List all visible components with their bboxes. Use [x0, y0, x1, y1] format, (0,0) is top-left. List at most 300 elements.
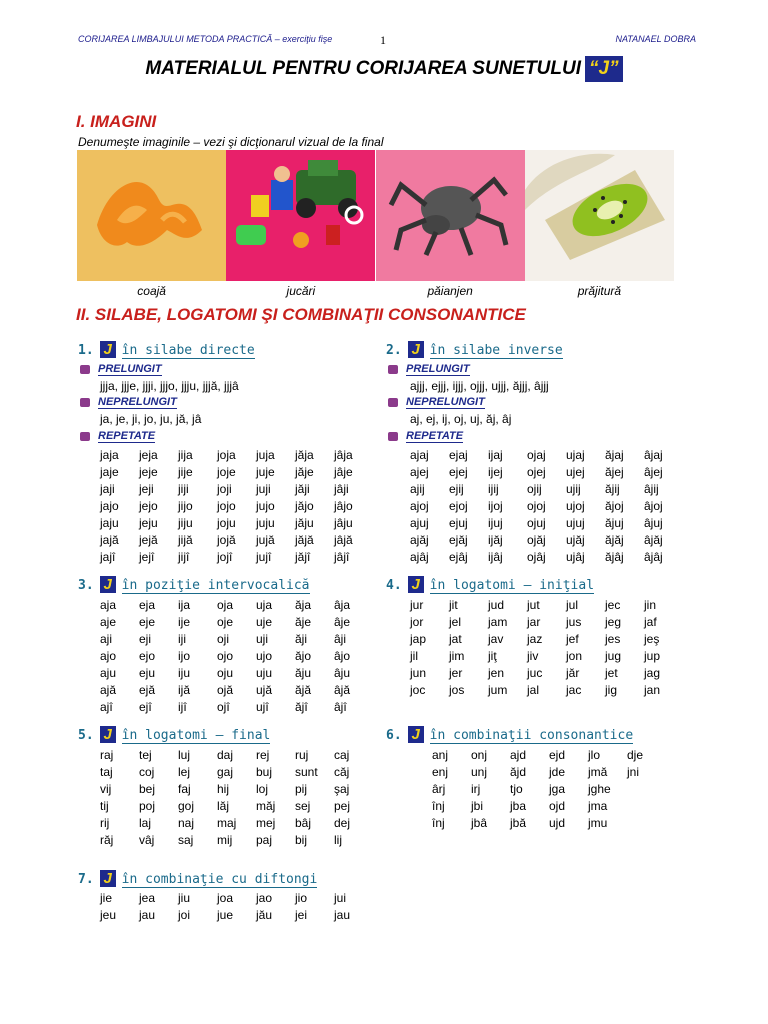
table-row: [100, 889, 373, 906]
grid-cell: ruj: [295, 747, 309, 762]
grid-cell: ijaj: [488, 447, 503, 462]
subsection-4-heading: [386, 576, 594, 593]
grid-cell: jeja: [139, 447, 158, 462]
grid-cell: jer: [449, 665, 463, 680]
grid-cell: vâj: [139, 832, 155, 847]
grid-cell: jau: [139, 907, 156, 922]
grid-cell: jup: [644, 648, 661, 663]
grid-cell: jbă: [510, 815, 527, 830]
grid-cell: eje: [139, 614, 156, 629]
grid-cell: aju: [100, 665, 117, 680]
grid-silabe-directe: [100, 446, 373, 565]
grid-cell: âjâj: [644, 549, 663, 564]
grid-cell: jâjă: [334, 532, 353, 547]
grid-cell: jga: [549, 781, 566, 796]
grid-cell: jăja: [295, 447, 314, 462]
table-row: [100, 548, 373, 565]
table-row: [410, 613, 683, 630]
grid-cell: jim: [449, 648, 465, 663]
grid-cell: ijij: [488, 481, 499, 496]
grid-cell: joju: [217, 515, 236, 530]
caption-jucari: jucări: [286, 284, 316, 298]
grid-cell: âjăj: [644, 532, 663, 547]
grid-cell: ăju: [295, 665, 312, 680]
grid-cell: vij: [100, 781, 112, 796]
table-row: [410, 531, 683, 548]
hand-icon: [80, 398, 90, 407]
grid-cell: pej: [334, 798, 351, 813]
grid-cell: ajuj: [410, 515, 429, 530]
label-repetate: REPETATE: [80, 430, 155, 442]
subsection-number: 1.: [78, 343, 94, 358]
grid-cell: jao: [256, 890, 273, 905]
grid-cell: uji: [256, 631, 269, 646]
table-row: [100, 906, 373, 923]
grid-cell: joji: [217, 481, 232, 496]
subsection-label: în silabe directe: [121, 343, 255, 358]
grid-cell: sej: [295, 798, 311, 813]
table-row: [410, 480, 683, 497]
table-row: [100, 596, 373, 613]
table-row: [432, 780, 666, 797]
image-captions: [77, 284, 674, 298]
j-badge: J: [100, 870, 116, 887]
grid-cell: [627, 797, 666, 814]
grid-cell: jlo: [588, 747, 601, 762]
j-badge: J: [100, 576, 116, 593]
grid-cell: eju: [139, 665, 156, 680]
grid-cell: ăje: [295, 614, 312, 629]
subsection-label: în poziţie intervocalică: [121, 578, 310, 593]
j-badge: J: [100, 341, 116, 358]
grid-cell: jul: [566, 597, 579, 612]
page-title: [0, 56, 768, 82]
grid-cell: jajo: [100, 498, 119, 513]
grid-cell: jud: [488, 597, 505, 612]
grid-cell: jăjî: [295, 549, 311, 564]
table-row: [410, 664, 683, 681]
grid-cell: âjaj: [644, 447, 663, 462]
grid-cell: âjuj: [644, 515, 663, 530]
grid-cell: uja: [256, 597, 273, 612]
grid-cell: jău: [256, 907, 273, 922]
subsection-3-heading: [78, 576, 310, 593]
neprelungit-line: ja, je, ji, jo, ju, jă, jâ: [100, 412, 202, 426]
grid-cell: loj: [256, 781, 269, 796]
grid-intervocalica: [100, 596, 373, 715]
grid-cell: ojaj: [527, 447, 546, 462]
grid-cell: jmă: [588, 764, 608, 779]
table-row: [410, 548, 683, 565]
subsection-7-heading: [78, 870, 317, 887]
grid-cell: jag: [644, 665, 661, 680]
grid-cell: juji: [256, 481, 271, 496]
grid-cell: jâji: [334, 481, 349, 496]
grid-cell: jen: [488, 665, 505, 680]
table-row: [410, 681, 683, 698]
grid-cell: jăjă: [295, 532, 314, 547]
grid-cell: goj: [178, 798, 195, 813]
j-badge: J: [408, 341, 424, 358]
table-row: [100, 531, 373, 548]
grid-cell: âjî: [334, 699, 347, 714]
grid-cell: jef: [566, 631, 579, 646]
grid-cell: jija: [178, 447, 193, 462]
grid-cell: jut: [527, 597, 540, 612]
grid-cell: jap: [410, 631, 427, 646]
grid-cell: jăju: [295, 515, 314, 530]
grid-cell: jaje: [100, 464, 119, 479]
subsection-label: în silabe inverse: [429, 343, 563, 358]
grid-cell: âja: [334, 597, 351, 612]
table-row: [432, 814, 666, 831]
neprelungit-line: aj, ej, ij, oj, uj, ăj, âj: [410, 412, 512, 426]
grid-cell: ijăj: [488, 532, 503, 547]
grid-cell: ăjd: [510, 764, 527, 779]
image-strip: [77, 150, 674, 281]
grid-cell: poj: [139, 798, 156, 813]
grid-cell: laj: [139, 815, 152, 830]
grid-cell: jui: [334, 890, 347, 905]
grid-cell: jba: [510, 798, 527, 813]
grid-cell: jejî: [139, 549, 155, 564]
grid-cell: paj: [256, 832, 273, 847]
grid-cell: jel: [449, 614, 462, 629]
grid-cell: aje: [100, 614, 117, 629]
grid-cell: jijo: [178, 498, 193, 513]
grid-cell: jiju: [178, 515, 193, 530]
hand-icon: [388, 432, 398, 441]
grid-cell: ăjăj: [605, 532, 624, 547]
grid-cell: jaz: [527, 631, 543, 646]
grid-cell: ijî: [178, 699, 187, 714]
grid-cell: jes: [605, 631, 621, 646]
subsection-number: 4.: [386, 578, 402, 593]
grid-cell: lăj: [217, 798, 230, 813]
caption-coaja: coajă: [137, 284, 166, 298]
grid-cell: ojej: [527, 464, 546, 479]
grid-cell: âjoj: [644, 498, 663, 513]
grid-cell: jeji: [139, 481, 154, 496]
grid-cell: buj: [256, 764, 273, 779]
grid-cell: enj: [432, 764, 449, 779]
grid-cell: mij: [217, 832, 233, 847]
grid-cell: jojo: [217, 498, 236, 513]
header-right: NATANAEL DOBRA: [615, 34, 696, 44]
grid-cell: jie: [100, 890, 113, 905]
subsection-number: 6.: [386, 728, 402, 743]
subsection-label: în combinaţie cu diftongi: [121, 872, 318, 887]
grid-cell: jde: [549, 764, 566, 779]
section-1-intro: Denumeşte imaginile – vezi şi dicţionarul vizual de la final: [78, 135, 384, 149]
grid-cell: maj: [217, 815, 237, 830]
grid-cell: ejuj: [449, 515, 468, 530]
grid-cell: luj: [178, 747, 191, 762]
header-left: CORIJAREA LIMBAJULUI METODA PRACTICĂ – exerciţiu fişe: [78, 34, 333, 44]
grid-cell: iji: [178, 631, 186, 646]
grid-cell: jil: [410, 648, 418, 663]
grid-cell: ajâj: [410, 549, 429, 564]
grid-cell: ujî: [256, 699, 269, 714]
grid-cell: şaj: [334, 781, 350, 796]
grid-cell: jus: [566, 614, 582, 629]
subsection-1-heading: [78, 341, 255, 358]
grid-cell: aja: [100, 597, 117, 612]
section-1-heading: I. IMAGINI: [76, 112, 157, 131]
grid-cell: jaju: [100, 515, 119, 530]
grid-cell: jin: [644, 597, 657, 612]
grid-cell: tjo: [510, 781, 523, 796]
grid-cell: jor: [410, 614, 424, 629]
table-row: [410, 463, 683, 480]
subsection-number: 2.: [386, 343, 402, 358]
table-row: [432, 763, 666, 780]
grid-cell: jejă: [139, 532, 158, 547]
grid-cell: jos: [449, 682, 465, 697]
grid-cell: jeş: [644, 631, 660, 646]
grid-cell: ajej: [410, 464, 429, 479]
grid-cell: ujo: [256, 648, 273, 663]
section-2-heading: II. SILABE, LOGATOMI ŞI COMBINAŢII CONSONANTICE: [76, 305, 526, 324]
grid-cell: jujî: [256, 549, 272, 564]
grid-cell: joi: [178, 907, 191, 922]
grid-cell: ojă: [217, 682, 234, 697]
grid-cell: ajd: [510, 747, 527, 762]
grid-cell: ejaj: [449, 447, 468, 462]
grid-cell: jijă: [178, 532, 193, 547]
prelungit-line: ajjj, ejjj, ijjj, ojjj, ujjj, ăjjj, âjjj: [410, 379, 549, 393]
grid-cell: jea: [139, 890, 156, 905]
grid-cell: jajî: [100, 549, 116, 564]
grid-cell: căj: [334, 764, 350, 779]
grid-cell: jit: [449, 597, 458, 612]
label-repetate: REPETATE: [388, 430, 463, 442]
table-row: [100, 613, 373, 630]
grid-cell: ijâj: [488, 549, 503, 564]
grid-cell: raj: [100, 747, 114, 762]
table-row: [100, 763, 373, 780]
label-prelungit: PRELUNGIT: [388, 363, 470, 375]
grid-cell: jal: [527, 682, 540, 697]
grid-cell: jăje: [295, 464, 314, 479]
table-row: [410, 446, 683, 463]
table-row: [100, 746, 373, 763]
grid-cell: [627, 780, 666, 797]
grid-cell: jiji: [178, 481, 189, 496]
subsection-2-heading: [386, 341, 563, 358]
grid-cell: ajij: [410, 481, 425, 496]
grid-cell: jmu: [588, 815, 608, 830]
grid-cell: âjo: [334, 648, 351, 663]
image-prajitura: [525, 150, 674, 281]
grid-cell: ejâj: [449, 549, 468, 564]
grid-cell: jeg: [605, 614, 622, 629]
title-letter: “J”: [585, 56, 623, 82]
grid-cell: ăjoj: [605, 498, 624, 513]
grid-cell: jiu: [178, 890, 191, 905]
grid-cell: ijuj: [488, 515, 503, 530]
grid-cell: ujăj: [566, 532, 585, 547]
grid-cell: joje: [217, 464, 236, 479]
grid-cell: ejoj: [449, 498, 468, 513]
grid-cell: taj: [100, 764, 113, 779]
grid-cell: ojoj: [527, 498, 546, 513]
subsection-number: 5.: [78, 728, 94, 743]
subsection-label: în logatomi – final: [121, 728, 271, 743]
grid-cell: bij: [295, 832, 308, 847]
grid-cell: dej: [334, 815, 351, 830]
grid-cell: iju: [178, 665, 191, 680]
grid-cell: ojij: [527, 481, 542, 496]
grid-cell: ajoj: [410, 498, 429, 513]
grid-cell: jiv: [527, 648, 539, 663]
subsection-number: 3.: [78, 578, 94, 593]
grid-cell: jec: [605, 597, 621, 612]
grid-cell: irj: [471, 781, 481, 796]
grid-cell: ajăj: [410, 532, 429, 547]
grid-cell: jăjo: [295, 498, 314, 513]
grid-cell: juc: [527, 665, 543, 680]
grid-cell: ujaj: [566, 447, 585, 462]
grid-cell: jijî: [178, 549, 190, 564]
grid-cell: juje: [256, 464, 275, 479]
grid-cell: ujuj: [566, 515, 585, 530]
grid-cell: ujoj: [566, 498, 585, 513]
grid-cell: ârj: [432, 781, 446, 796]
grid-cell: ăjij: [605, 481, 620, 496]
grid-cell: jeu: [100, 907, 117, 922]
table-row: [100, 446, 373, 463]
grid-cell: ăjaj: [605, 447, 624, 462]
table-row: [100, 514, 373, 531]
grid-cell: faj: [178, 781, 191, 796]
table-row: [432, 746, 666, 763]
j-badge: J: [408, 576, 424, 593]
grid-diftongi: [100, 889, 373, 923]
grid-silabe-inverse: [410, 446, 683, 565]
grid-cell: jig: [605, 682, 618, 697]
grid-cell: jon: [566, 648, 583, 663]
grid-cell: ejej: [449, 464, 468, 479]
grid-cell: gaj: [217, 764, 234, 779]
grid-cell: ojâj: [527, 549, 546, 564]
grid-cell: rej: [256, 747, 270, 762]
grid-cell: jăji: [295, 481, 310, 496]
grid-cell: ejij: [449, 481, 464, 496]
grid-cell: măj: [256, 798, 276, 813]
grid-cell: ujd: [549, 815, 566, 830]
grid-cell: âji: [334, 631, 347, 646]
table-row: [410, 514, 683, 531]
grid-cell: onj: [471, 747, 488, 762]
subsection-number: 7.: [78, 872, 94, 887]
grid-cell: joa: [217, 890, 234, 905]
hand-icon: [388, 365, 398, 374]
grid-cell: daj: [217, 747, 234, 762]
table-row: [100, 681, 373, 698]
grid-cell: ojo: [217, 648, 234, 663]
label-neprelungit: NEPRELUNGIT: [80, 396, 177, 408]
grid-cell: coj: [139, 764, 155, 779]
grid-cell: jau: [334, 907, 351, 922]
grid-cell: lij: [334, 832, 342, 847]
image-coaja: [77, 150, 226, 281]
grid-cell: aji: [100, 631, 113, 646]
grid-cell: unj: [471, 764, 488, 779]
grid-cell: oja: [217, 597, 234, 612]
grid-cell: răj: [100, 832, 114, 847]
grid-cell: oju: [217, 665, 234, 680]
grid-cell: ăjă: [295, 682, 312, 697]
grid-cell: eji: [139, 631, 152, 646]
grid-cell: jâju: [334, 515, 353, 530]
grid-cell: [627, 814, 666, 831]
grid-cell: jan: [644, 682, 661, 697]
grid-cell: ăjuj: [605, 515, 624, 530]
grid-cell: jâja: [334, 447, 353, 462]
table-row: [100, 497, 373, 514]
grid-cell: oji: [217, 631, 230, 646]
grid-cell: jug: [605, 648, 622, 663]
table-row: [100, 780, 373, 797]
grid-cell: ăjo: [295, 648, 312, 663]
grid-cell: bej: [139, 781, 156, 796]
table-row: [100, 698, 373, 715]
table-row: [100, 463, 373, 480]
grid-cell: âje: [334, 614, 351, 629]
grid-cell: jam: [488, 614, 508, 629]
grid-cell: jue: [217, 907, 234, 922]
grid-cell: jije: [178, 464, 193, 479]
grid-cell: âjă: [334, 682, 351, 697]
grid-cell: jaja: [100, 447, 119, 462]
grid-cell: jojî: [217, 549, 233, 564]
grid-cell: rij: [100, 815, 110, 830]
grid-cell: ajî: [100, 699, 113, 714]
grid-cell: jni: [627, 764, 640, 779]
table-row: [100, 647, 373, 664]
grid-cell: ăji: [295, 631, 308, 646]
j-badge: J: [100, 726, 116, 743]
grid-cell: jeju: [139, 515, 158, 530]
grid-cell: ujă: [256, 682, 273, 697]
grid-cell: jav: [488, 631, 504, 646]
grid-cell: sunt: [295, 764, 318, 779]
table-row: [100, 630, 373, 647]
table-row: [100, 831, 373, 848]
grid-cell: jaji: [100, 481, 115, 496]
grid-cell: jbi: [471, 798, 484, 813]
grid-cell: jeje: [139, 464, 158, 479]
grid-cell: ija: [178, 597, 191, 612]
grid-logatomi-initial: [410, 596, 683, 698]
subsection-label: în logatomi – iniţial: [429, 578, 595, 593]
grid-cell: ăjâj: [605, 549, 624, 564]
page-number: 1: [380, 33, 386, 47]
table-row: [410, 596, 683, 613]
grid-cell: jun: [410, 665, 427, 680]
grid-cell: ojăj: [527, 532, 546, 547]
grid-cell: tij: [100, 798, 109, 813]
grid-cell: jum: [488, 682, 508, 697]
grid-cell: jei: [295, 907, 308, 922]
grid-cell: ijo: [178, 648, 191, 663]
grid-cell: hij: [217, 781, 230, 796]
grid-cell: ejo: [139, 648, 156, 663]
grid-cell: ejî: [139, 699, 152, 714]
grid-cell: înj: [432, 815, 445, 830]
label-neprelungit: NEPRELUNGIT: [388, 396, 485, 408]
